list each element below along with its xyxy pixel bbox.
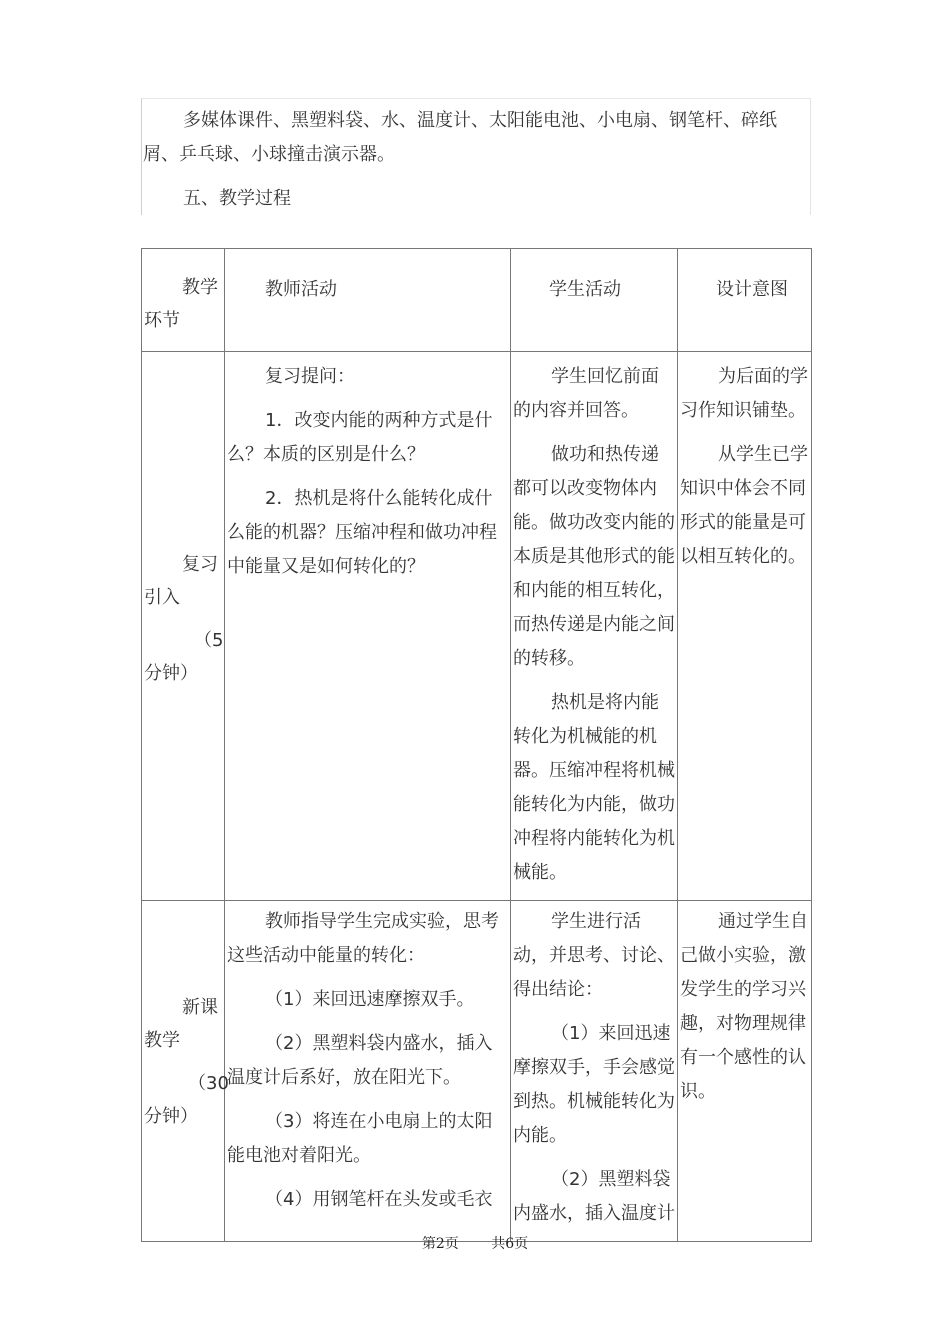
student-text: 学生进行活动，并思考、讨论、得出结论：	[513, 911, 675, 1000]
student-text: 学生回忆前面的内容并回答。	[513, 366, 659, 421]
header-student	[511, 249, 678, 352]
page-total: 共6页	[491, 1236, 529, 1252]
teacher-text: 1．改变内能的两种方式是什么？本质的区别是什么？	[227, 410, 493, 465]
stage-line: 分钟）	[144, 663, 198, 684]
header-teacher	[225, 249, 511, 352]
student-text: （1）来回迅速摩擦双手，手会感觉到热。机械能转化为内能。	[513, 1023, 675, 1146]
materials-paragraph: 多媒体课件、黑塑料袋、水、温度计、太阳能电池、小电扇、钢笔杆、碎纸屑、乒乓球、小球撞击演示器。	[143, 110, 777, 165]
stage-line: 复习	[182, 554, 218, 575]
header-stage	[142, 249, 225, 352]
lesson-process-table	[141, 248, 812, 1242]
header-intent-label: 设计意图	[716, 279, 788, 300]
header-stage-label: 教学环节	[144, 277, 218, 331]
stage-line: 教学	[144, 1030, 180, 1051]
stage-cell	[142, 901, 229, 1242]
table-header-row	[142, 249, 812, 352]
stage-line: （30	[188, 1073, 229, 1094]
teacher-text: （1）来回迅速摩擦双手。	[265, 989, 475, 1010]
header-intent	[678, 249, 812, 352]
stage-line: （5	[194, 630, 224, 651]
table-row	[142, 352, 812, 901]
student-text: （2）黑塑料袋内盛水，插入温度计	[513, 1169, 675, 1224]
intent-text: 通过学生自己做小实验，激发学生的学习兴趣，对物理规律有一个感性的认识。	[680, 911, 808, 1102]
header-teacher-label: 教师活动	[265, 279, 337, 300]
intent-cell	[678, 352, 812, 901]
teacher-text: （2）黑塑料袋内盛水，插入温度计后系好，放在阳光下。	[227, 1033, 493, 1088]
student-text: 做功和热传递都可以改变物体内能。做功改变内能的本质是其他形式的能和内能的相互转化，而热传递是内能之间的转移。	[513, 444, 675, 669]
stage-line: 新课	[182, 997, 218, 1018]
table-row	[142, 901, 812, 1242]
teacher-cell	[225, 352, 511, 901]
intent-text: 从学生已学知识中体会不同形式的能量是可以相互转化的。	[680, 444, 808, 567]
teacher-text: 教师指导学生完成实验，思考这些活动中能量的转化：	[227, 911, 499, 966]
student-text: 热机是将内能转化为机械能的机器。压缩冲程将机械能转化为内能，做功冲程将内能转化为机械能。	[513, 692, 675, 883]
teacher-text: 复习提问：	[265, 366, 355, 387]
teacher-text: 2．热机是将什么能转化成什么能的机器？压缩冲程和做功冲程中能量又是如何转化的？	[227, 488, 497, 577]
stage-cell	[142, 352, 225, 901]
stage-line: 引入	[144, 587, 180, 608]
teacher-text: （3）将连在小电扇上的太阳能电池对着阳光。	[227, 1111, 493, 1166]
stage-line: 分钟）	[144, 1106, 198, 1127]
teacher-cell	[225, 901, 511, 1242]
intent-text: 为后面的学习作知识铺垫。	[680, 366, 808, 421]
teacher-text: （4）用钢笔杆在头发或毛衣	[265, 1189, 493, 1210]
header-student-label: 学生活动	[549, 279, 621, 300]
section-heading: 五、教学过程	[183, 188, 291, 209]
page-footer	[0, 1233, 950, 1253]
student-cell	[511, 352, 678, 901]
student-cell	[511, 901, 678, 1242]
page-number: 第2页	[421, 1236, 459, 1252]
intent-cell	[678, 901, 812, 1242]
